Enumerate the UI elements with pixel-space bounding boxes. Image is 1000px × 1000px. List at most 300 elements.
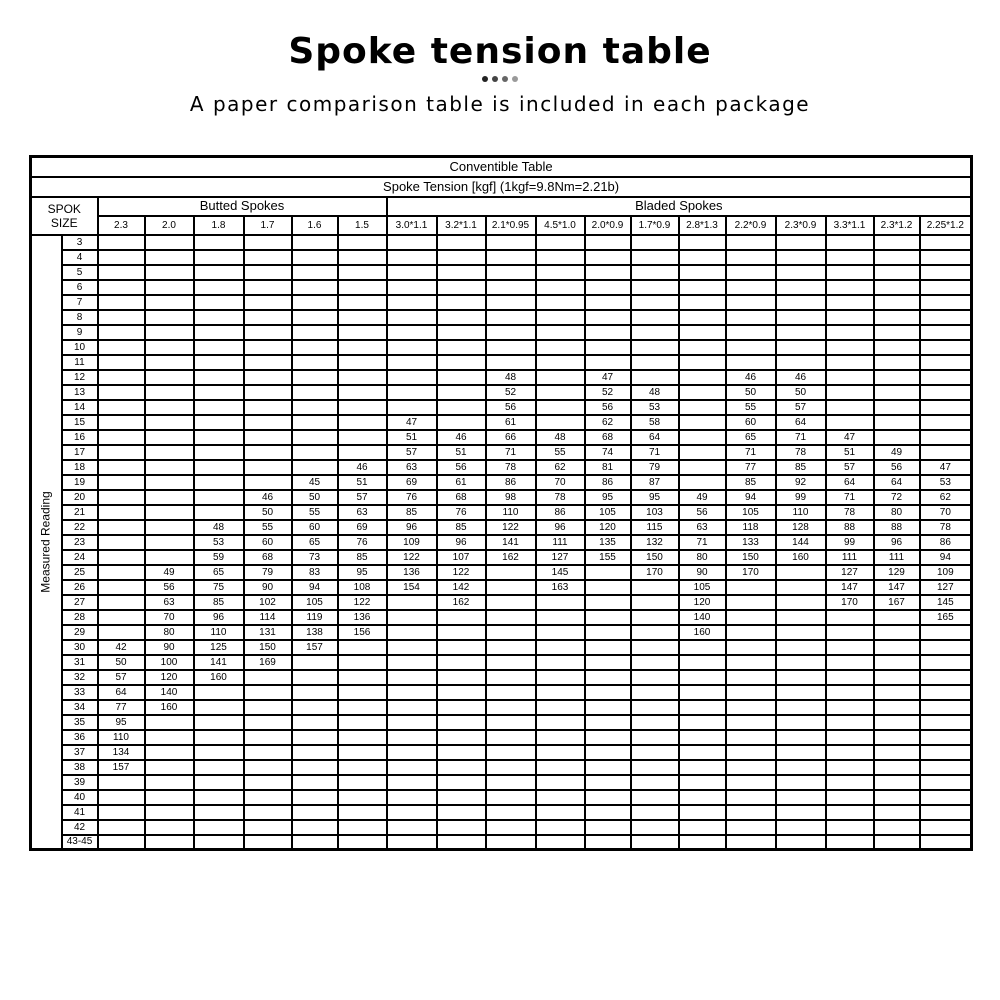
bladed-size-header: 1.7*0.9 bbox=[631, 216, 679, 235]
tension-cell bbox=[679, 310, 726, 325]
tension-cell bbox=[585, 310, 631, 325]
tension-cell: 64 bbox=[98, 685, 145, 700]
tension-cell bbox=[244, 340, 292, 355]
tension-cell bbox=[387, 355, 437, 370]
tension-cell bbox=[726, 670, 776, 685]
tension-cell bbox=[874, 340, 920, 355]
tension-cell: 52 bbox=[486, 385, 536, 400]
table-row bbox=[31, 355, 972, 370]
tension-cell bbox=[776, 700, 826, 715]
tension-cell bbox=[292, 460, 338, 475]
tension-cell bbox=[776, 745, 826, 760]
tension-cell bbox=[486, 715, 536, 730]
tension-cell: 65 bbox=[292, 535, 338, 550]
tension-cell bbox=[292, 340, 338, 355]
tension-cell: 65 bbox=[726, 430, 776, 445]
tension-cell: 77 bbox=[726, 460, 776, 475]
tension-cell: 138 bbox=[292, 625, 338, 640]
tension-cell bbox=[338, 760, 387, 775]
measured-reading-label: Measured Reading bbox=[38, 491, 53, 593]
tension-cell bbox=[585, 235, 631, 250]
tension-cell bbox=[387, 745, 437, 760]
table-row bbox=[31, 595, 972, 610]
tension-cell bbox=[679, 235, 726, 250]
tension-cell bbox=[776, 580, 826, 595]
tension-cell: 76 bbox=[387, 490, 437, 505]
bladed-size-header: 2.2*0.9 bbox=[726, 216, 776, 235]
tension-cell bbox=[726, 805, 776, 820]
tension-cell: 157 bbox=[292, 640, 338, 655]
tension-cell: 55 bbox=[292, 505, 338, 520]
tension-cell bbox=[826, 370, 874, 385]
tension-cell bbox=[145, 535, 194, 550]
tension-cell bbox=[726, 355, 776, 370]
tension-cell bbox=[437, 670, 486, 685]
tension-cell: 55 bbox=[244, 520, 292, 535]
tension-cell bbox=[826, 655, 874, 670]
table-row bbox=[31, 805, 972, 820]
tension-cell bbox=[145, 775, 194, 790]
table-row bbox=[31, 640, 972, 655]
tension-cell bbox=[726, 745, 776, 760]
tension-cell: 170 bbox=[631, 565, 679, 580]
tension-cell: 50 bbox=[98, 655, 145, 670]
tension-cell bbox=[292, 400, 338, 415]
bladed-size-header: 2.3*1.2 bbox=[874, 216, 920, 235]
tension-cell bbox=[437, 700, 486, 715]
tension-cell bbox=[536, 670, 585, 685]
tension-cell: 71 bbox=[631, 445, 679, 460]
tension-cell bbox=[826, 805, 874, 820]
tension-cell: 62 bbox=[536, 460, 585, 475]
tension-cell bbox=[292, 685, 338, 700]
tension-cell bbox=[826, 355, 874, 370]
tension-cell bbox=[726, 715, 776, 730]
table-row bbox=[31, 445, 972, 460]
tension-cell bbox=[920, 835, 972, 850]
tension-cell bbox=[194, 805, 244, 820]
tension-cell bbox=[776, 355, 826, 370]
tension-cell bbox=[631, 595, 679, 610]
tension-cell bbox=[631, 310, 679, 325]
tension-cell bbox=[338, 655, 387, 670]
tension-cell bbox=[244, 745, 292, 760]
table-row bbox=[31, 415, 972, 430]
tension-cell bbox=[292, 730, 338, 745]
tension-cell: 55 bbox=[726, 400, 776, 415]
tension-cell bbox=[679, 460, 726, 475]
table-row bbox=[31, 295, 972, 310]
tension-cell: 46 bbox=[726, 370, 776, 385]
tension-cell bbox=[679, 820, 726, 835]
tension-cell bbox=[145, 835, 194, 850]
tension-cell bbox=[585, 700, 631, 715]
tension-cell bbox=[486, 640, 536, 655]
bladed-size-header: 3.2*1.1 bbox=[437, 216, 486, 235]
tension-cell bbox=[98, 535, 145, 550]
tension-cell bbox=[486, 580, 536, 595]
tension-cell bbox=[726, 790, 776, 805]
tension-cell bbox=[98, 385, 145, 400]
tension-cell bbox=[437, 625, 486, 640]
tension-cell bbox=[98, 460, 145, 475]
tension-cell bbox=[338, 325, 387, 340]
tension-cell bbox=[726, 775, 776, 790]
tension-cell: 136 bbox=[387, 565, 437, 580]
tension-cell bbox=[338, 355, 387, 370]
tension-cell: 47 bbox=[387, 415, 437, 430]
tension-cell bbox=[920, 310, 972, 325]
row-reading: 11 bbox=[62, 355, 98, 370]
tension-cell: 90 bbox=[244, 580, 292, 595]
tension-cell: 94 bbox=[726, 490, 776, 505]
tension-cell bbox=[920, 745, 972, 760]
tension-cell bbox=[874, 235, 920, 250]
table-row bbox=[31, 535, 972, 550]
tension-cell bbox=[874, 790, 920, 805]
dot-1 bbox=[482, 76, 488, 82]
tension-cell: 85 bbox=[387, 505, 437, 520]
row-reading: 4 bbox=[62, 250, 98, 265]
tension-cell bbox=[776, 730, 826, 745]
tension-cell bbox=[244, 835, 292, 850]
tension-cell bbox=[920, 235, 972, 250]
tension-cell bbox=[338, 250, 387, 265]
tension-cell: 85 bbox=[726, 475, 776, 490]
tension-cell bbox=[874, 685, 920, 700]
tension-cell bbox=[387, 340, 437, 355]
tension-cell bbox=[244, 775, 292, 790]
page-subtitle: A paper comparison table is included in each package bbox=[189, 92, 811, 116]
row-reading: 26 bbox=[62, 580, 98, 595]
tension-cell: 57 bbox=[338, 490, 387, 505]
tension-cell bbox=[98, 775, 145, 790]
tension-cell bbox=[437, 355, 486, 370]
tension-cell: 53 bbox=[920, 475, 972, 490]
spoke-size-line-2: SIZE bbox=[50, 215, 78, 230]
tension-cell bbox=[920, 790, 972, 805]
tension-cell: 122 bbox=[437, 565, 486, 580]
tension-cell bbox=[486, 610, 536, 625]
tension-cell: 63 bbox=[145, 595, 194, 610]
tension-cell bbox=[486, 565, 536, 580]
row-reading: 42 bbox=[62, 820, 98, 835]
tension-cell bbox=[631, 370, 679, 385]
tension-cell bbox=[826, 310, 874, 325]
tension-cell bbox=[244, 685, 292, 700]
tension-cell bbox=[874, 640, 920, 655]
tension-cell: 95 bbox=[98, 715, 145, 730]
banner-row-2 bbox=[31, 177, 972, 197]
tension-cell bbox=[437, 235, 486, 250]
tension-cell bbox=[194, 730, 244, 745]
tension-cell bbox=[585, 685, 631, 700]
tension-cell bbox=[536, 295, 585, 310]
tension-cell bbox=[874, 250, 920, 265]
table-row bbox=[31, 385, 972, 400]
row-reading: 36 bbox=[62, 730, 98, 745]
tension-cell bbox=[874, 700, 920, 715]
tension-cell: 85 bbox=[338, 550, 387, 565]
tension-cell bbox=[536, 280, 585, 295]
tension-cell bbox=[536, 355, 585, 370]
table-row bbox=[31, 760, 972, 775]
tension-cell bbox=[292, 415, 338, 430]
tension-cell bbox=[98, 610, 145, 625]
tension-cell bbox=[437, 685, 486, 700]
tension-cell bbox=[98, 445, 145, 460]
table-banner-units: Spoke Tension [kgf] (1kgf=9.8Nm=2.21b) bbox=[31, 177, 972, 197]
tension-cell bbox=[536, 805, 585, 820]
tension-cell bbox=[98, 370, 145, 385]
tension-cell bbox=[726, 655, 776, 670]
tension-cell bbox=[98, 430, 145, 445]
tension-cell bbox=[826, 250, 874, 265]
tension-cell bbox=[387, 835, 437, 850]
tension-cell: 110 bbox=[486, 505, 536, 520]
tension-cell bbox=[437, 790, 486, 805]
tension-cell bbox=[244, 820, 292, 835]
butted-size-header: 2.3 bbox=[98, 216, 145, 235]
row-reading: 33 bbox=[62, 685, 98, 700]
tension-cell bbox=[536, 370, 585, 385]
table-row bbox=[31, 655, 972, 670]
tension-cell bbox=[874, 295, 920, 310]
row-reading: 31 bbox=[62, 655, 98, 670]
tension-cell bbox=[679, 805, 726, 820]
tension-cell bbox=[826, 610, 874, 625]
tension-cell: 115 bbox=[631, 520, 679, 535]
tension-cell bbox=[874, 670, 920, 685]
tension-cell bbox=[726, 640, 776, 655]
tension-cell bbox=[726, 625, 776, 640]
tension-cell: 60 bbox=[244, 535, 292, 550]
tension-cell: 162 bbox=[437, 595, 486, 610]
butted-size-header: 1.5 bbox=[338, 216, 387, 235]
tension-cell bbox=[244, 355, 292, 370]
tension-cell: 105 bbox=[585, 505, 631, 520]
tension-cell bbox=[145, 325, 194, 340]
tension-cell bbox=[920, 355, 972, 370]
tension-cell bbox=[920, 295, 972, 310]
tension-cell bbox=[437, 655, 486, 670]
tension-cell bbox=[536, 385, 585, 400]
tension-cell bbox=[536, 250, 585, 265]
tension-cell: 120 bbox=[679, 595, 726, 610]
tension-cell: 46 bbox=[437, 430, 486, 445]
tension-cell: 78 bbox=[920, 520, 972, 535]
tension-cell bbox=[437, 400, 486, 415]
tension-cell bbox=[920, 400, 972, 415]
tension-cell bbox=[437, 835, 486, 850]
tension-cell bbox=[826, 625, 874, 640]
tension-cell bbox=[437, 775, 486, 790]
tension-cell bbox=[874, 355, 920, 370]
row-reading: 24 bbox=[62, 550, 98, 565]
tension-cell bbox=[338, 715, 387, 730]
tension-cell bbox=[826, 340, 874, 355]
page-title: Spoke tension table bbox=[288, 31, 712, 72]
tension-cell: 71 bbox=[486, 445, 536, 460]
tension-cell bbox=[585, 640, 631, 655]
tension-cell bbox=[194, 745, 244, 760]
tension-cell bbox=[98, 820, 145, 835]
tension-cell bbox=[776, 565, 826, 580]
tension-cell bbox=[387, 610, 437, 625]
row-reading: 8 bbox=[62, 310, 98, 325]
tension-cell: 142 bbox=[437, 580, 486, 595]
tension-cell bbox=[437, 340, 486, 355]
tension-cell bbox=[437, 415, 486, 430]
tension-cell: 80 bbox=[145, 625, 194, 640]
tension-cell bbox=[874, 280, 920, 295]
tension-cell bbox=[98, 595, 145, 610]
tension-cell bbox=[585, 745, 631, 760]
tension-cell: 56 bbox=[486, 400, 536, 415]
tension-cell: 70 bbox=[145, 610, 194, 625]
tension-cell bbox=[292, 745, 338, 760]
tension-cell bbox=[726, 835, 776, 850]
tension-cell: 92 bbox=[776, 475, 826, 490]
tension-cell: 50 bbox=[292, 490, 338, 505]
tension-cell: 58 bbox=[631, 415, 679, 430]
tension-cell bbox=[338, 415, 387, 430]
table-row bbox=[31, 370, 972, 385]
tension-cell bbox=[920, 325, 972, 340]
tension-cell bbox=[292, 805, 338, 820]
tension-cell bbox=[387, 820, 437, 835]
tension-cell bbox=[387, 265, 437, 280]
tension-cell bbox=[338, 235, 387, 250]
tension-cell bbox=[536, 595, 585, 610]
tension-cell: 71 bbox=[776, 430, 826, 445]
tension-cell bbox=[920, 655, 972, 670]
tension-cell bbox=[826, 775, 874, 790]
tension-cell bbox=[536, 820, 585, 835]
butted-spokes-header: Butted Spokes bbox=[98, 197, 387, 216]
tension-cell bbox=[486, 235, 536, 250]
tension-cell: 128 bbox=[776, 520, 826, 535]
tension-cell: 57 bbox=[98, 670, 145, 685]
tension-cell bbox=[244, 790, 292, 805]
tension-cell bbox=[585, 595, 631, 610]
tension-cell bbox=[631, 820, 679, 835]
tension-cell: 59 bbox=[194, 550, 244, 565]
tension-cell: 47 bbox=[920, 460, 972, 475]
tension-cell bbox=[631, 775, 679, 790]
row-reading: 27 bbox=[62, 595, 98, 610]
tension-cell bbox=[338, 295, 387, 310]
row-reading: 35 bbox=[62, 715, 98, 730]
tension-cell bbox=[874, 805, 920, 820]
tension-cell bbox=[292, 310, 338, 325]
tension-cell bbox=[194, 460, 244, 475]
tension-cell bbox=[194, 280, 244, 295]
tension-cell bbox=[585, 250, 631, 265]
tension-cell bbox=[679, 265, 726, 280]
tension-cell bbox=[486, 760, 536, 775]
tension-cell bbox=[244, 265, 292, 280]
tension-cell bbox=[776, 625, 826, 640]
tension-cell bbox=[776, 265, 826, 280]
tension-cell: 60 bbox=[292, 520, 338, 535]
tension-cell bbox=[387, 385, 437, 400]
tension-cell: 64 bbox=[631, 430, 679, 445]
tension-cell bbox=[338, 310, 387, 325]
tension-cell bbox=[874, 760, 920, 775]
tension-cell bbox=[826, 400, 874, 415]
tension-cell bbox=[98, 415, 145, 430]
tension-cell: 71 bbox=[726, 445, 776, 460]
tension-cell bbox=[194, 760, 244, 775]
tension-cell bbox=[536, 340, 585, 355]
tension-cell bbox=[826, 640, 874, 655]
tension-cell bbox=[631, 685, 679, 700]
tension-cell: 145 bbox=[536, 565, 585, 580]
tension-cell bbox=[194, 385, 244, 400]
tension-cell bbox=[145, 355, 194, 370]
tension-cell bbox=[98, 355, 145, 370]
tension-cell bbox=[631, 355, 679, 370]
tension-cell: 56 bbox=[874, 460, 920, 475]
tension-cell bbox=[726, 340, 776, 355]
tension-cell bbox=[536, 415, 585, 430]
tension-cell bbox=[145, 745, 194, 760]
tension-cell: 81 bbox=[585, 460, 631, 475]
tension-cell bbox=[145, 505, 194, 520]
tension-cell bbox=[631, 625, 679, 640]
table-row bbox=[31, 565, 972, 580]
tension-cell bbox=[387, 625, 437, 640]
tension-cell bbox=[387, 310, 437, 325]
tension-cell bbox=[292, 835, 338, 850]
tension-cell: 147 bbox=[826, 580, 874, 595]
tension-cell: 77 bbox=[98, 700, 145, 715]
tension-cell bbox=[679, 715, 726, 730]
tension-cell bbox=[826, 820, 874, 835]
tension-cell bbox=[726, 265, 776, 280]
row-reading: 25 bbox=[62, 565, 98, 580]
tension-cell: 147 bbox=[874, 580, 920, 595]
tension-cell bbox=[679, 475, 726, 490]
tension-cell bbox=[437, 640, 486, 655]
tension-cell bbox=[437, 310, 486, 325]
tension-cell bbox=[194, 295, 244, 310]
butted-size-header: 1.8 bbox=[194, 216, 244, 235]
tension-cell bbox=[98, 790, 145, 805]
tension-cell: 63 bbox=[387, 460, 437, 475]
tension-cell bbox=[679, 700, 726, 715]
tension-cell bbox=[145, 370, 194, 385]
tension-cell bbox=[387, 805, 437, 820]
tension-cell bbox=[338, 445, 387, 460]
tension-cell: 163 bbox=[536, 580, 585, 595]
tension-cell bbox=[726, 250, 776, 265]
tension-cell: 79 bbox=[631, 460, 679, 475]
tension-cell: 87 bbox=[631, 475, 679, 490]
tension-cell bbox=[826, 415, 874, 430]
tension-cell bbox=[631, 325, 679, 340]
table-row bbox=[31, 460, 972, 475]
tension-cell bbox=[145, 430, 194, 445]
tension-cell bbox=[585, 835, 631, 850]
tension-cell: 55 bbox=[536, 445, 585, 460]
tension-cell: 48 bbox=[194, 520, 244, 535]
tension-cell bbox=[338, 685, 387, 700]
tension-cell bbox=[631, 655, 679, 670]
tension-cell bbox=[486, 730, 536, 745]
table-row bbox=[31, 685, 972, 700]
